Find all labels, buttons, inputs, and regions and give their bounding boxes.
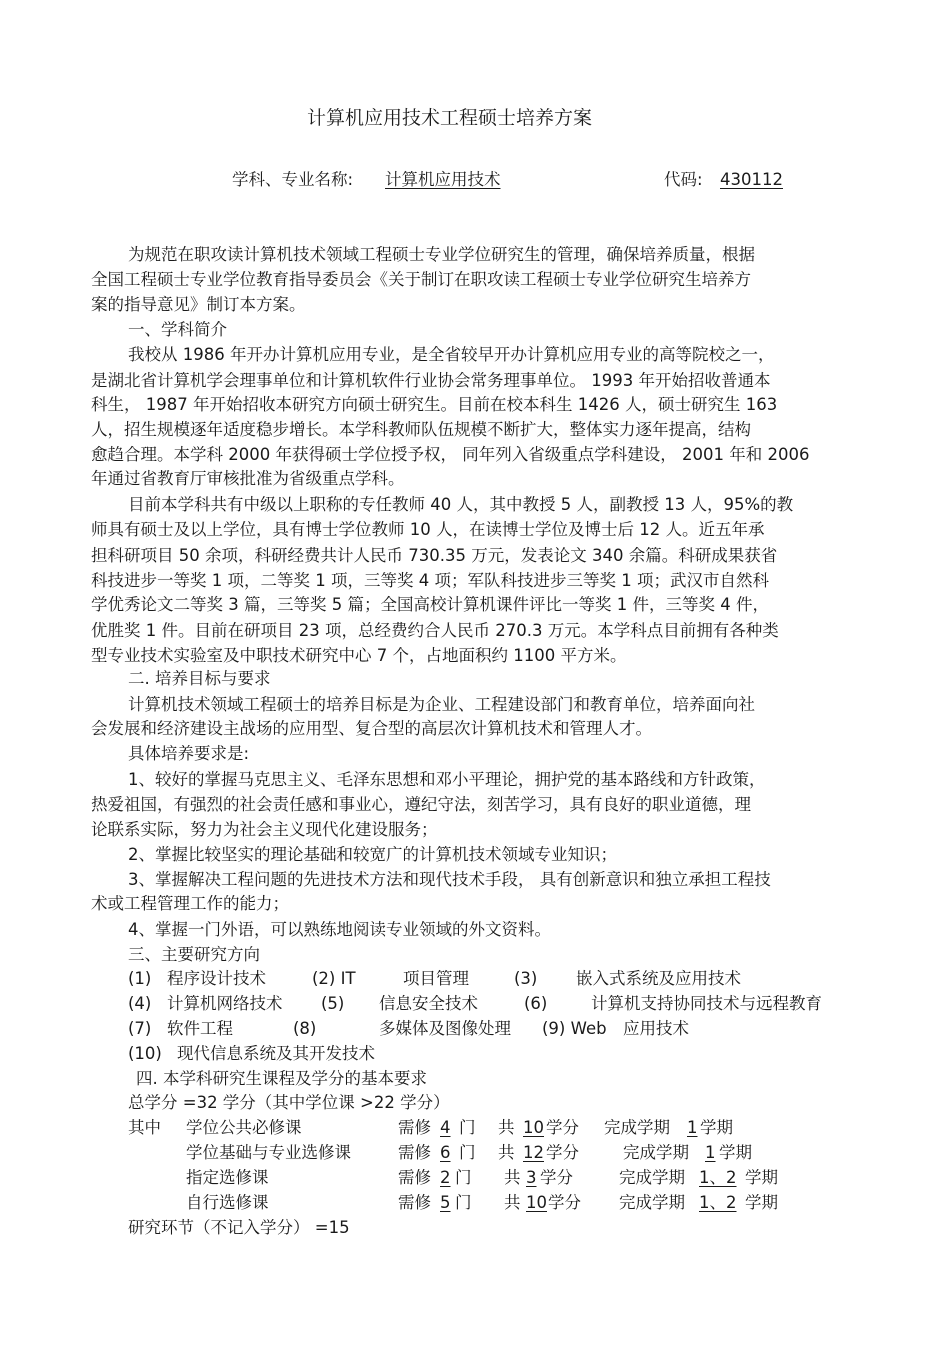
course-count: 4 [440,1118,451,1137]
paragraph-line: 担科研项目 50 余项，科研经费共计人民币 730.35 万元，发表论文 340 余篇。科研成果获省 [91,546,778,565]
intro-line: 案的指导意见》制订本方案。 [91,295,306,314]
section-heading: 一、学科简介 [128,320,227,339]
direction-name: 信息安全技术 [379,994,478,1013]
paragraph-line: 目前本学科共有中级以上职称的专任教师 40 人，其中教授 5 人，副教授 13 人，95%的教 [128,495,794,514]
intro-line: 全国工程硕士专业学位教育指导委员会《关于制订在职攻读工程硕士专业学位研究生培养方 [91,270,751,289]
direction-name: 项目管理 [403,969,469,988]
requirement-line: 论联系实际，努力为社会主义现代化建设服务； [91,820,438,839]
course-req: 需修 [398,1193,431,1212]
direction-num: (8) [293,1019,317,1038]
requirements-heading: 具体培养要求是: [128,744,250,763]
course-credit: 3 [526,1168,537,1187]
direction-num: (6) [524,994,548,1013]
among-label: 其中 [128,1118,161,1137]
requirement-line: 4、掌握一门外语，可以熟练地阅读专业领域的外文资料。 [128,920,551,939]
course-name: 指定选修课 [186,1168,269,1187]
intro-line: 为规范在职攻读计算机技术领域工程硕士专业学位研究生的管理，确保培养质量，根据 [128,245,755,264]
paragraph-line: 计算机技术领域工程硕士的培养目标是为企业、工程建设部门和教育单位，培养面向社 [128,695,755,714]
paragraph-line: 愈趋合理。本学科 2000 年获得硕士学位授予权， 同年列入省级重点学科建设， 2001 年和 2006 [91,445,810,464]
paragraph-line: 科技进步一等奖 1 项，二等奖 1 项，三等奖 4 项；军队科技进步三等奖 1 项；武汉市自然科 [91,571,769,590]
page-title: 计算机应用技术工程硕士培养方案 [307,107,593,129]
course-done: 完成学期 [619,1168,685,1187]
section-heading: 二. 培养目标与要求 [128,669,271,688]
course-count: 2 [440,1168,451,1187]
direction-num: (3) [514,969,538,988]
code-value: 430112 [720,170,783,189]
course-count: 5 [440,1193,451,1212]
course-term: 1 [687,1118,698,1137]
paragraph-line: 师具有硕士及以上学位，具有博士学位教师 10 人，在读博士学位及博士后 12 人。近五年承 [91,520,765,539]
course-done: 完成学期 [623,1143,689,1162]
paragraph-line: 会发展和经济建设主战场的应用型、复合型的高层次计算机技术和管理人才。 [91,719,652,738]
direction-num: (1) [128,969,152,988]
direction-num: (7) [128,1019,152,1038]
direction-name: 多媒体及图像处理 [379,1019,511,1038]
paragraph-line: 我校从 1986 年开办计算机应用专业，是全省较早开办计算机应用专业的高等院校之一， [128,345,775,364]
direction-name: 嵌入式系统及应用技术 [576,969,741,988]
course-term: 1 [705,1143,716,1162]
course-unit: 门 [455,1193,472,1212]
course-done: 完成学期 [619,1193,685,1212]
paragraph-line: 是湖北省计算机学会理事单位和计算机软件行业协会常务理事单位。 1993 年开始招收普通本 [91,371,771,390]
direction-name: 软件工程 [167,1019,233,1038]
course-term-unit: 学期 [745,1193,778,1212]
direction-num: (10) [128,1044,162,1063]
direction-name: 现代信息系统及其开发技术 [177,1044,375,1063]
section-heading: 四. 本学科研究生课程及学分的基本要求 [136,1069,427,1088]
paragraph-line: 科生， 1987 年开始招收本研究方向硕士研究生。目前在校本科生 1426 人，硕士研究生 163 [91,395,778,414]
direction-name: 计算机网络技术 [167,994,283,1013]
course-done: 完成学期 [604,1118,670,1137]
requirement-line: 1、较好的掌握马克思主义、毛泽东思想和邓小平理论，拥护党的基本路线和方针政策， [128,770,766,789]
requirement-line: 3、掌握解决工程问题的先进技术方法和现代技术手段， 具有创新意识和独立承担工程技 [128,870,771,889]
course-name: 学位公共必修课 [186,1118,302,1137]
requirement-line: 术或工程管理工作的能力； [91,894,289,913]
paragraph-line: 优胜奖 1 件。目前在研项目 23 项，总经费约合人民币 270.3 万元。本学科点目前拥有各种类 [91,621,779,640]
subject-name: 计算机应用技术 [385,170,501,189]
course-credit: 10 [526,1193,547,1212]
course-unit: 门 [459,1118,476,1137]
course-term: 1、2 [699,1168,737,1187]
direction-num: (4) [128,994,152,1013]
direction-num: (5) [321,994,345,1013]
direction-name: 计算机支持协同技术与远程教育 [591,994,822,1013]
course-gong: 共 [498,1143,515,1162]
course-unit: 门 [459,1143,476,1162]
course-gong: 共 [498,1118,515,1137]
course-req: 需修 [398,1168,431,1187]
paragraph-line: 学优秀论文二等奖 3 篇，三等奖 5 篇；全国高校计算机课件评比一等奖 1 件，三等奖 4 件， [91,595,769,614]
course-credit: 12 [523,1143,544,1162]
course-req: 需修 [398,1143,431,1162]
direction-num: (2) IT [312,969,356,988]
course-term-unit: 学期 [745,1168,778,1187]
course-credit-unit: 学分 [540,1168,573,1187]
course-term-unit: 学期 [719,1143,752,1162]
direction-name: 程序设计技术 [167,969,266,988]
code-label: 代码: [664,170,703,189]
requirement-line: 热爱祖国，有强烈的社会责任感和事业心，遵纪守法，刻苦学习，具有良好的职业道德，理 [91,795,751,814]
course-credit-unit: 学分 [548,1193,581,1212]
course-credit-unit: 学分 [546,1118,579,1137]
total-credits: 总学分 =32 学分（其中学位课 >22 学分） [128,1093,450,1112]
subject-label: 学科、专业名称: [232,170,354,189]
course-credit: 10 [523,1118,544,1137]
direction-num: (9) Web [542,1019,607,1038]
course-name: 自行选修课 [186,1193,269,1212]
requirement-line: 2、掌握比较坚实的理论基础和较宽广的计算机技术领域专业知识； [128,845,617,864]
course-gong: 共 [504,1193,521,1212]
course-unit: 门 [455,1168,472,1187]
paragraph-line: 年通过省教育厅审核批准为省级重点学科。 [91,469,405,488]
paragraph-line: 型专业技术实验室及中职技术研究中心 7 个，占地面积约 1100 平方米。 [91,646,627,665]
course-req: 需修 [398,1118,431,1137]
paragraph-line: 人，招生规模逐年适度稳步增长。本学科教师队伍规模不断扩大，整体实力逐年提高，结构 [91,420,751,439]
course-term: 1、2 [699,1193,737,1212]
research-credits: 研究环节（不记入学分） =15 [128,1218,350,1237]
course-credit-unit: 学分 [546,1143,579,1162]
course-gong: 共 [504,1168,521,1187]
course-count: 6 [440,1143,451,1162]
direction-name: 应用技术 [623,1019,689,1038]
section-heading: 三、主要研究方向 [128,945,260,964]
course-term-unit: 学期 [700,1118,733,1137]
course-name: 学位基础与专业选修课 [186,1143,351,1162]
